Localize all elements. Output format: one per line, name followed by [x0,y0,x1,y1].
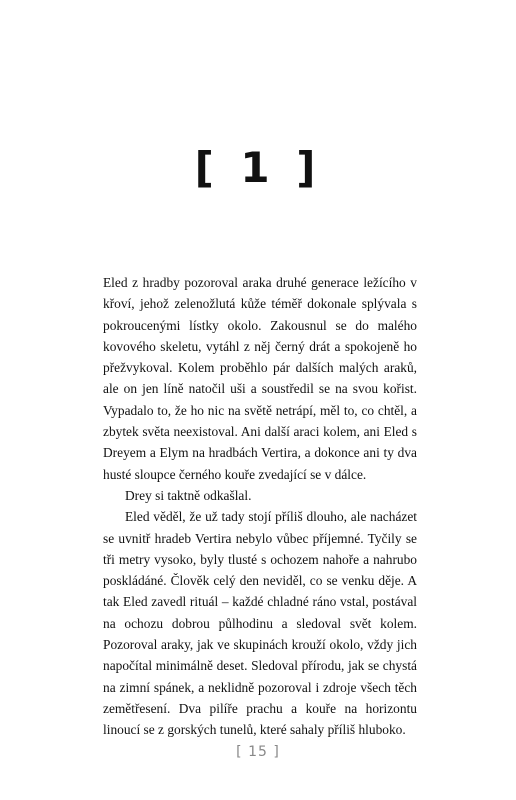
body-text [103,272,417,741]
page-number: [ 15 ] [236,744,280,760]
paragraph: Drey si taktně odkašlal. [125,487,252,503]
chapter-heading: [ 1 ] [194,143,322,192]
paragraph: Eled věděl, že už tady stojí příliš dlouho, ale nacházet se uvnitř hradeb Vertira nebylo vůbec příjemné. Tyčily se tři metry vysoko, byly tlusté s ochozem nahoře a nahrubo poskládáné. Člověk celý den neviděl, co se venku děje. A tak Eled zavedl rituál – každé chladné ráno vstal, postával na ochozu dobrou půlhodinu a sledoval svět kolem. Pozoroval araky, jak ve skupinách krouží okolo, vždy jich napočítal minimálně deset. Sledoval přírodu, jak se chystá na zimní spánek, a neklidně pozoroval i zdroje všech těch zemětřesení. Dva pilíře prachu a kouře na horizontu linoucí se z gorských tunelů, které sahaly příliš hluboko. [103,509,417,738]
paragraph: Eled z hradby pozoroval araka druhé generace ležícího v křoví, jehož zelenožlutá kůže téměř dokonale splývala s pokroucenými lístky okolo. Zakousnul se do malého kovového skeletu, vytáhl z něj černý drát a spokojeně ho přežvykoval. Kolem proběhlo pár dalších malých araků, ale on jen líně natočil uši a soustředil se na svou kořist. Vypadalo to, že ho nic na světě netrápí, měl to, co chtěl, a zbytek světa neexistoval. Ani další araci kolem, ani Eled s Dreyem a Elym na hradbách Vertira, a dokonce ani ty dva husté sloupce černého kouře zvedající se v dálce. [103,275,417,482]
